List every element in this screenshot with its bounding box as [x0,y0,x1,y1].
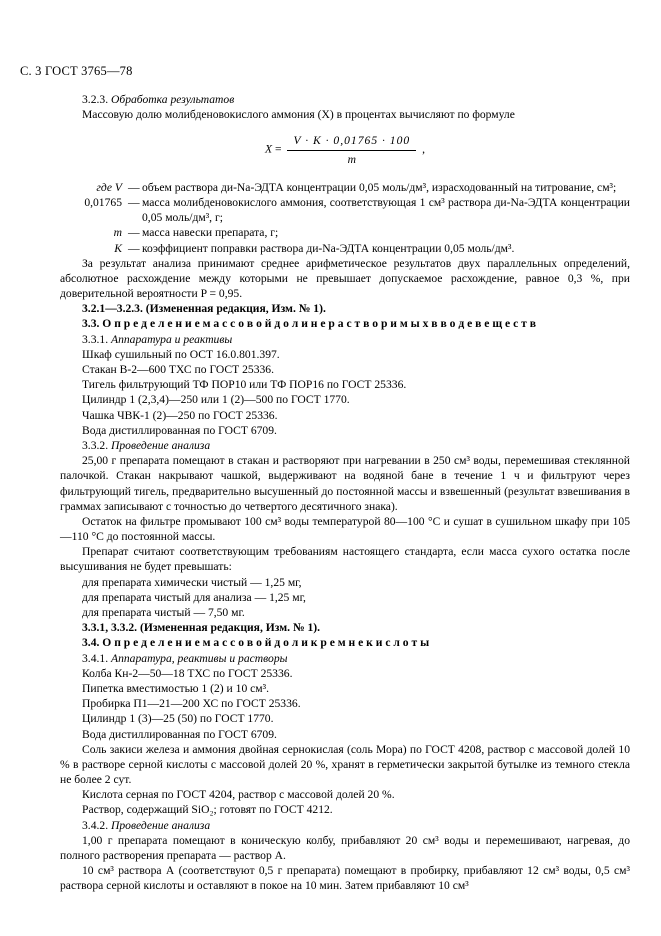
analysis-paragraph-4: 1,00 г препарата помещают в коническую колбу, прибавляют 20 см³ воды и перемешивают, нагревая, до полного растворения препарата — раствор А. [60,833,630,862]
formula [265,133,425,166]
reagent-paragraph-3: Раствор, содержащий SiO₂; готовят по ГОСТ 4212. [82,803,333,817]
formula-block [60,133,630,166]
equipment-item: Пробирка П1—21—200 ХС по ГОСТ 25336. [82,697,301,711]
equipment-item: Вода дистиллированная по ГОСТ 6709. [82,727,277,741]
section-3-4-2-heading [60,818,630,833]
section-number: 3.3. [82,317,100,331]
reagent-paragraph-1: Соль закиси железа и аммония двойная сернокислая (соль Мора) по ГОСТ 4208, раствор с массовой долей 10 % в растворе серной кислоты с массовой долей 20 %, хранят в герметически закрытой бутылке из темного стекла не более 2 сут. [60,742,630,787]
section-title: О п р е д е л е н и е м а с с о в о й д о л и к р е м н е к и с л о т ы [102,636,430,650]
equipment-item: Колба Кн-2—50—18 ТХС по ГОСТ 25336. [82,666,293,680]
section-number: 3.3.2. [82,438,109,452]
section-3-3-heading [60,316,630,331]
analysis-paragraph-5: 10 см³ раствора А (соответствуют 0,5 г препарата) помещают в пробирку, прибавляют 12 см³ воды, 0,5 см³ раствора серной кислоты и оставляют в покое на 10 мин. Затем прибавляют 10 см³ [60,864,630,893]
section-3-4-heading [60,635,630,650]
definition-row [60,225,630,240]
section-number: 3.3.1. [82,332,109,346]
definition-term: 0,01765 [84,195,122,209]
section-3-3-2-heading [60,438,630,453]
section-3-2-3-intro: Массовую долю молибденовокислого аммония (X) в процентах вычисляют по формуле [82,108,515,122]
section-number: 3.2.3. [82,93,109,106]
definition-desc: коэффициент поправки раствора ди-Na-ЭДТА концентрации 0,05 моль/дм³. [142,241,515,255]
formula-numerator: V · K · 0,01765 · 100 [287,133,416,150]
definition-desc: объем раствора ди-Na-ЭДТА концентрации 0,05 моль/дм³, израсходованный на титрование, см³; [142,180,617,194]
formula-lhs: X [264,142,273,156]
limit-item: для препарата химически чистый — 1,25 мг, [82,575,302,589]
definition-row [60,180,630,195]
standard-number: ГОСТ 3765—78 [44,64,133,78]
analysis-paragraph-1: 25,00 г препарата помещают в стакан и растворяют при нагревании в 250 см³ воды, перемешивая стеклянной палочкой. Стакан накрывают чашкой, выдерживают на водяной бане в течение 1 ч и фильтруют через фильтрующий тигель, предварительно высушенный до постоянной массы и взвешенный (результат взвешивания в граммах записывают с точностью до четвертого десятичного знака). [60,454,630,513]
definition-term: m [113,226,122,240]
definition-term: где V [96,180,122,194]
limit-item: для препарата чистый — 7,50 мг. [82,606,245,619]
formula-denominator: m [347,152,356,166]
analysis-paragraph-2: Остаток на фильтре промывают 100 см³ воды температурой 80—100 °С и сушат в сушильном шкафу при 105—110 °С до постоянной массы. [60,514,630,544]
definition-dash: — [128,226,140,240]
result-paragraph: За результат анализа принимают среднее арифметическое результатов двух параллельных определений, абсолютное расхождение между которыми не превышает допускаемое расхождение, равное 0,3 %, при доверительной вероятности P = 0,95. [60,256,630,301]
formula-equals: = [274,142,282,156]
section-title: Аппаратура, реактивы и растворы [111,651,288,665]
page-number: С. 3 [20,64,42,78]
section-number: 3.4. [82,636,100,650]
limit-item: для препарата чистый для анализа — 1,25 мг, [82,590,306,604]
equipment-item: Чашка ЧВК-1 (2)—250 по ГОСТ 25336. [82,408,278,422]
equipment-item: Шкаф сушильный по ОСТ 16.0.801.397. [82,347,280,361]
equipment-item: Цилиндр 1 (2,3,4)—250 или 1 (2)—500 по ГОСТ 1770. [82,393,350,407]
section-title: Аппаратура и реактивы [111,332,233,346]
revision-note-3-3: 3.3.1, 3.3.2. (Измененная редакция, Изм. № 1). [82,621,321,635]
definition-row [60,241,630,256]
definition-dash: — [128,195,140,209]
formula-trailing-comma: , [422,142,426,156]
page-header [20,64,133,79]
revision-note-3-2: 3.2.1—3.2.3. (Измененная редакция, Изм. № 1). [82,302,326,316]
definition-row [60,195,630,225]
section-3-2-3-heading [60,92,630,107]
section-title: Проведение анализа [111,818,211,832]
definition-dash: — [128,241,140,255]
formula-fraction [287,133,416,166]
section-title: Обработка результатов [111,93,235,106]
definition-term: K [114,241,122,255]
equipment-item: Стакан В-2—600 ТХС по ГОСТ 25336. [82,363,274,376]
equipment-item: Пипетка вместимостью 1 (2) и 10 см³. [82,681,270,695]
section-number: 3.4.2. [82,818,109,832]
document-body [60,92,630,894]
section-3-4-1-heading [60,651,630,666]
definition-dash: — [128,180,140,194]
section-number: 3.4.1. [82,651,109,665]
equipment-item: Вода дистиллированная по ГОСТ 6709. [82,423,277,437]
section-title: Проведение анализа [111,438,211,452]
formula-definitions [60,180,630,256]
section-title: О п р е д е л е н и е м а с с о в о й д о л и н е р а с т в о р и м ы х в в о д е в е щ е с т в [102,317,536,331]
definition-desc: масса молибденовокислого аммония, соответствующая 1 см³ раствора ди-Na-ЭДТА концентрации 0,05 моль/дм³, г; [142,195,630,225]
equipment-item: Тигель фильтрующий ТФ ПОР10 или ТФ ПОР16 по ГОСТ 25336. [82,378,407,392]
equipment-item: Цилиндр 1 (3)—25 (50) по ГОСТ 1770. [82,712,274,726]
definition-desc: масса навески препарата, г; [142,226,279,240]
analysis-paragraph-3: Препарат считают соответствующим требованиям настоящего стандарта, если масса сухого остатка после высушивания не будет превышать: [60,545,630,574]
reagent-paragraph-2: Кислота серная по ГОСТ 4204, раствор с массовой долей 20 %. [82,788,395,802]
section-3-3-1-heading [60,332,630,347]
